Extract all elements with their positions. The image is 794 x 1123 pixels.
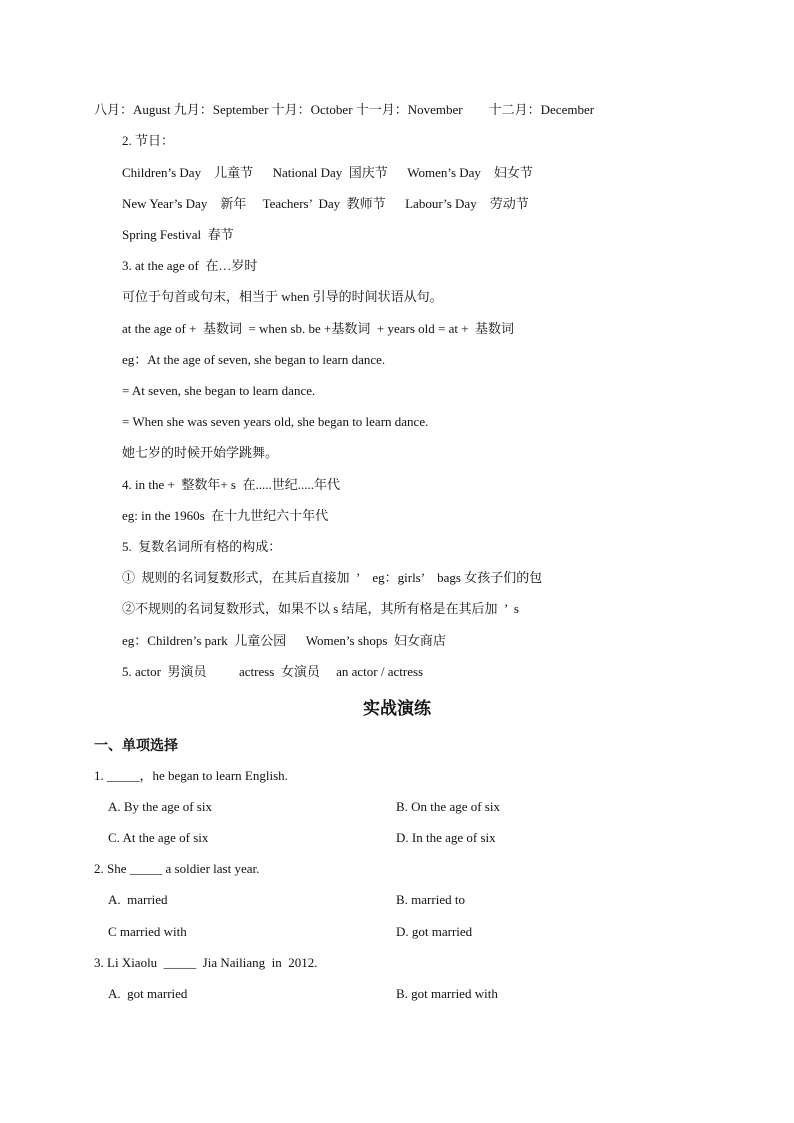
actor-line: 5. actor 男演员 actress 女演员 an actor / actress	[122, 664, 424, 679]
question-option: C. At the age of six	[108, 830, 209, 845]
possessive-rule: ① 规则的名词复数形式，在其后直接加 ’ eg：girls’ bags 女孩子们的包	[122, 570, 543, 585]
question-option: B. married to	[396, 892, 465, 907]
section-heading: 一、单项选择	[94, 738, 178, 754]
question-option: D. In the age of six	[396, 830, 496, 845]
question-option: A. got married	[108, 986, 188, 1001]
example-sentence: = At seven, she began to learn dance.	[122, 383, 316, 398]
age-description: 可位于句首或句末，相当于 when 引导的时间状语从句。	[122, 289, 443, 304]
festivals-heading: 2. 节日：	[122, 133, 175, 148]
age-formula: at the age of + 基数词 = when sb. be +基数词 + years old = at + 基数词	[122, 321, 515, 336]
festivals-line: Spring Festival 春节	[122, 227, 234, 242]
question-stem: 1. _____，he began to learn English.	[94, 768, 288, 783]
months-line: 八月：August 九月：September 十月：October 十一月：November 十二月：December	[94, 102, 595, 117]
section-title: 实战演练	[363, 699, 431, 719]
festivals-line: Children’s Day 儿童节 National Day 国庆节 Women’s Day 妇女节	[122, 165, 533, 180]
question-stem: 2. She _____ a soldier last year.	[94, 861, 260, 876]
festivals-line: New Year’s Day 新年 Teachers’ Day 教师节 Labour’s Day 劳动节	[122, 196, 529, 211]
question-option: D. got married	[396, 924, 473, 939]
example-sentence: = When she was seven years old, she began to learn dance.	[122, 414, 429, 429]
question-option: A. married	[108, 892, 168, 907]
age-heading: 3. at the age of 在…岁时	[122, 258, 258, 273]
example-sentence: eg: in the 1960s 在十九世纪六十年代	[122, 508, 329, 523]
possessive-heading: 5. 复数名词所有格的构成：	[122, 539, 282, 554]
example-sentence: eg：Children’s park 儿童公园 Women’s shops 妇女商店	[122, 633, 446, 648]
possessive-rule: ②不规则的名词复数形式，如果不以 s 结尾，其所有格是在其后加 ’ s	[122, 601, 519, 616]
question-option: C married with	[108, 924, 187, 939]
question-option: B. got married with	[396, 986, 498, 1001]
example-translation: 她七岁的时候开始学跳舞。	[122, 445, 279, 460]
decade-heading: 4. in the + 整数年+ s 在.....世纪.....年代	[122, 477, 340, 492]
example-sentence: eg：At the age of seven, she began to learn dance.	[122, 352, 386, 367]
question-option: A. By the age of six	[108, 799, 212, 814]
question-option: B. On the age of six	[396, 799, 500, 814]
question-stem: 3. Li Xiaolu _____ Jia Nailiang in 2012.	[94, 955, 318, 970]
